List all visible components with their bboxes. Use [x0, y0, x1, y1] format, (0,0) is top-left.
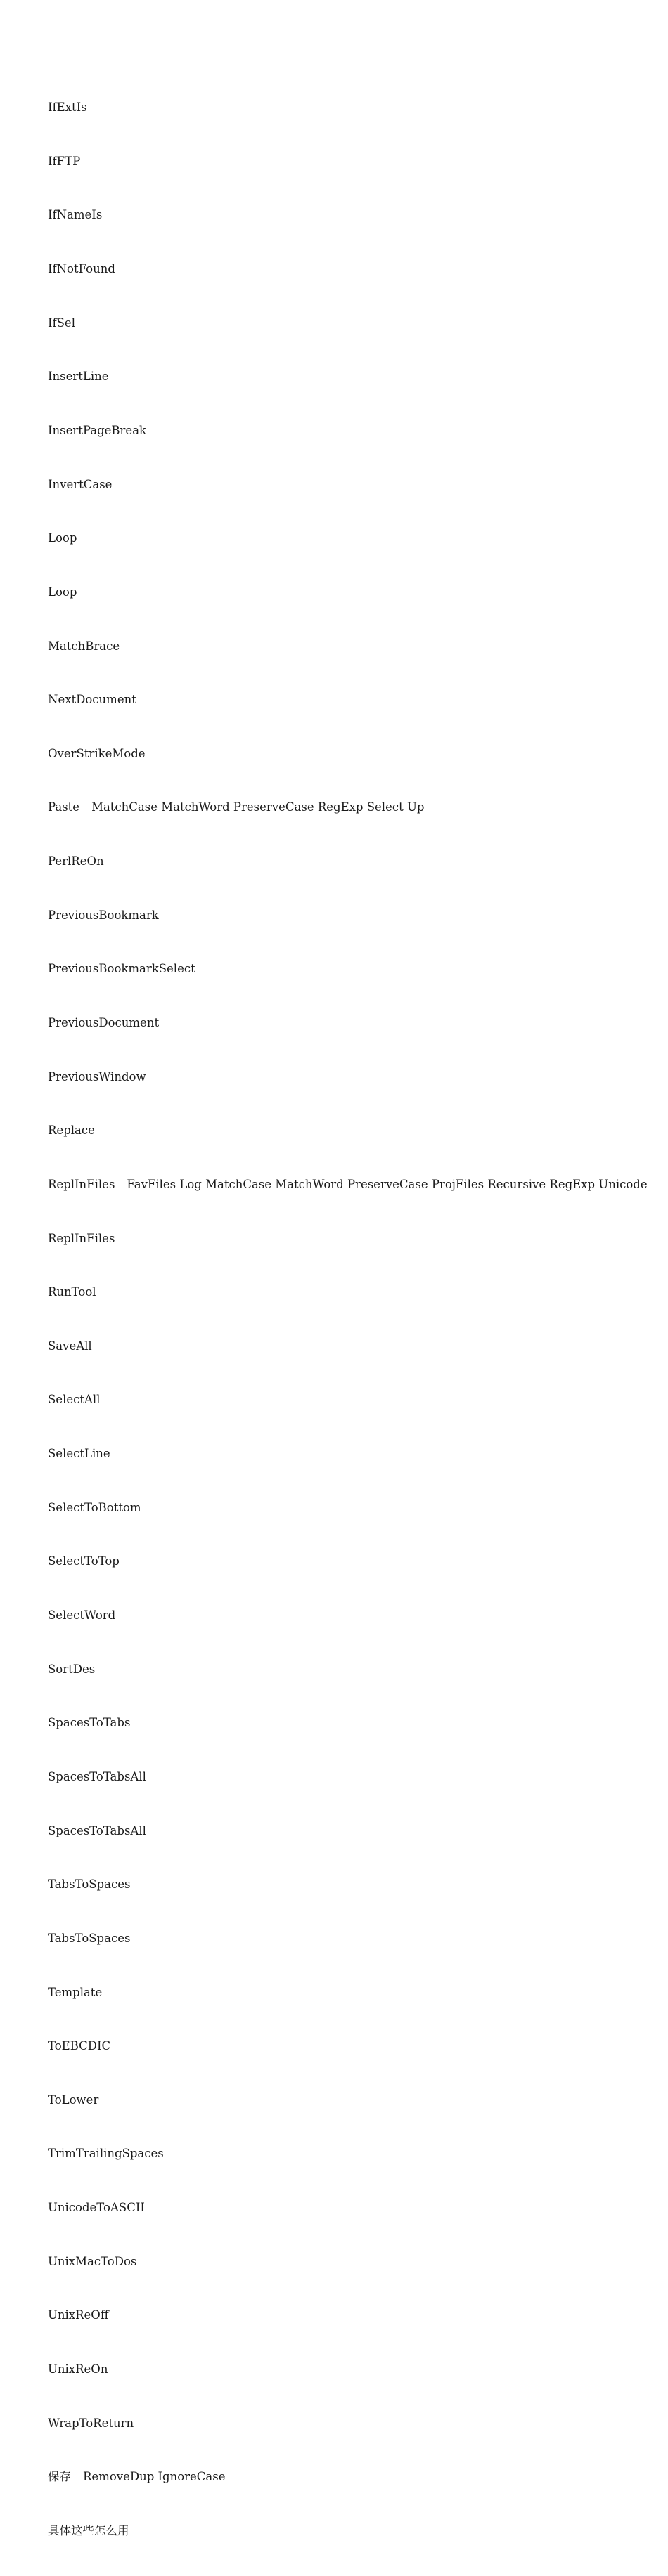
list-item: [48, 1391, 654, 1409]
command-name: UnixMacToDos: [48, 2254, 137, 2268]
list-item: [48, 1445, 654, 1463]
command-params: FavFiles Log MatchCase MatchWord PreserveCase ProjFiles Recursive RegExp Unicode: [127, 1177, 648, 1191]
command-name: SaveAll: [48, 1339, 92, 1353]
list-item: [48, 260, 654, 278]
list-item: [48, 691, 654, 709]
list-item: [48, 2037, 654, 2055]
command-name: ToEBCDIC: [48, 2039, 111, 2053]
list-item: [48, 906, 654, 925]
command-name: IfSel: [48, 316, 75, 330]
list-item: [48, 476, 654, 494]
list-item: [48, 637, 654, 656]
command-params: RemoveDup IgnoreCase: [83, 2470, 226, 2484]
command-name: SelectToTop: [48, 1554, 120, 1568]
command-params: MatchCase MatchWord PreserveCase RegExp Select Up: [91, 800, 425, 814]
command-name: InsertPageBreak: [48, 423, 147, 437]
command-name: SelectWord: [48, 1608, 116, 1622]
list-item: [48, 1121, 654, 1140]
command-name: PerlReOn: [48, 854, 104, 869]
list-item: [48, 1822, 654, 1840]
list-item: [48, 2468, 654, 2486]
command-name: OverStrikeMode: [48, 746, 146, 760]
command-name: PreviousBookmarkSelect: [48, 962, 195, 976]
list-item: [48, 1714, 654, 1732]
list-item: [48, 2145, 654, 2163]
command-name: Loop: [48, 531, 77, 545]
list-item: [48, 98, 654, 117]
command-name: PreviousBookmark: [48, 908, 159, 922]
command-name: SpacesToTabsAll: [48, 1823, 146, 1837]
command-name: Replace: [48, 1124, 95, 1138]
list-item: [48, 2360, 654, 2379]
command-name: PreviousWindow: [48, 1069, 146, 1084]
list-item: [48, 529, 654, 547]
list-item: [48, 1875, 654, 1894]
command-name: SelectAll: [48, 1393, 101, 1407]
list-item: [48, 1984, 654, 2002]
list-item: [48, 1337, 654, 1355]
command-name: SelectToBottom: [48, 1500, 141, 1514]
list-item: [48, 1068, 654, 1086]
command-name: UnixReOff: [48, 2308, 109, 2322]
list-item: [48, 852, 654, 871]
list-item: [48, 1660, 654, 1679]
command-name: PreviousDocument: [48, 1015, 160, 1029]
list-item: [48, 314, 654, 332]
command-name: ReplInFiles: [48, 1177, 115, 1191]
command-list: [48, 63, 654, 2576]
list-item: [48, 745, 654, 763]
command-name: SelectLine: [48, 1447, 110, 1461]
list-item: [48, 1176, 654, 1194]
list-item: [48, 2522, 654, 2540]
command-name: NextDocument: [48, 693, 136, 707]
command-name: WrapToReturn: [48, 2416, 134, 2430]
command-name: Paste: [48, 800, 80, 814]
list-item: [48, 367, 654, 386]
command-name: 具体这些怎么用: [48, 2523, 129, 2537]
command-name: UnicodeToASCII: [48, 2201, 145, 2215]
list-item: [48, 1930, 654, 1948]
command-name: ReplInFiles: [48, 1231, 115, 1245]
command-name: TabsToSpaces: [48, 1931, 131, 1945]
list-item: [48, 2253, 654, 2271]
list-item: [48, 1499, 654, 1517]
list-item: [48, 1283, 654, 1301]
command-name: TabsToSpaces: [48, 1878, 131, 1892]
command-name: TrimTrailingSpaces: [48, 2147, 164, 2161]
command-name: ToLower: [48, 2093, 99, 2107]
list-item: [48, 2199, 654, 2217]
command-name: InsertLine: [48, 370, 109, 384]
command-name: UnixReOn: [48, 2362, 108, 2376]
command-name: InvertCase: [48, 477, 113, 491]
command-name: SpacesToTabs: [48, 1716, 131, 1730]
command-name: SpacesToTabsAll: [48, 1769, 146, 1783]
command-name: IfExtIs: [48, 100, 87, 115]
command-name: RunTool: [48, 1285, 96, 1299]
list-item: [48, 1552, 654, 1570]
list-item: [48, 206, 654, 224]
list-item: [48, 2306, 654, 2324]
list-item: [48, 2414, 654, 2433]
list-item: [48, 422, 654, 440]
list-item: [48, 798, 654, 817]
list-item: [48, 1606, 654, 1625]
command-name: Loop: [48, 585, 77, 599]
command-name: SortDes: [48, 1662, 96, 1676]
command-name: IfFTP: [48, 154, 81, 168]
command-name: IfNotFound: [48, 262, 115, 276]
list-item: [48, 583, 654, 601]
list-item: [48, 2091, 654, 2109]
list-item: [48, 1230, 654, 1248]
command-name: MatchBrace: [48, 639, 120, 653]
command-name: 保存: [48, 2470, 71, 2484]
list-item: [48, 1768, 654, 1786]
command-name: Template: [48, 1985, 103, 1999]
list-item: [48, 960, 654, 978]
list-item: [48, 1014, 654, 1032]
list-item: [48, 152, 654, 171]
command-name: IfNameIs: [48, 208, 103, 222]
